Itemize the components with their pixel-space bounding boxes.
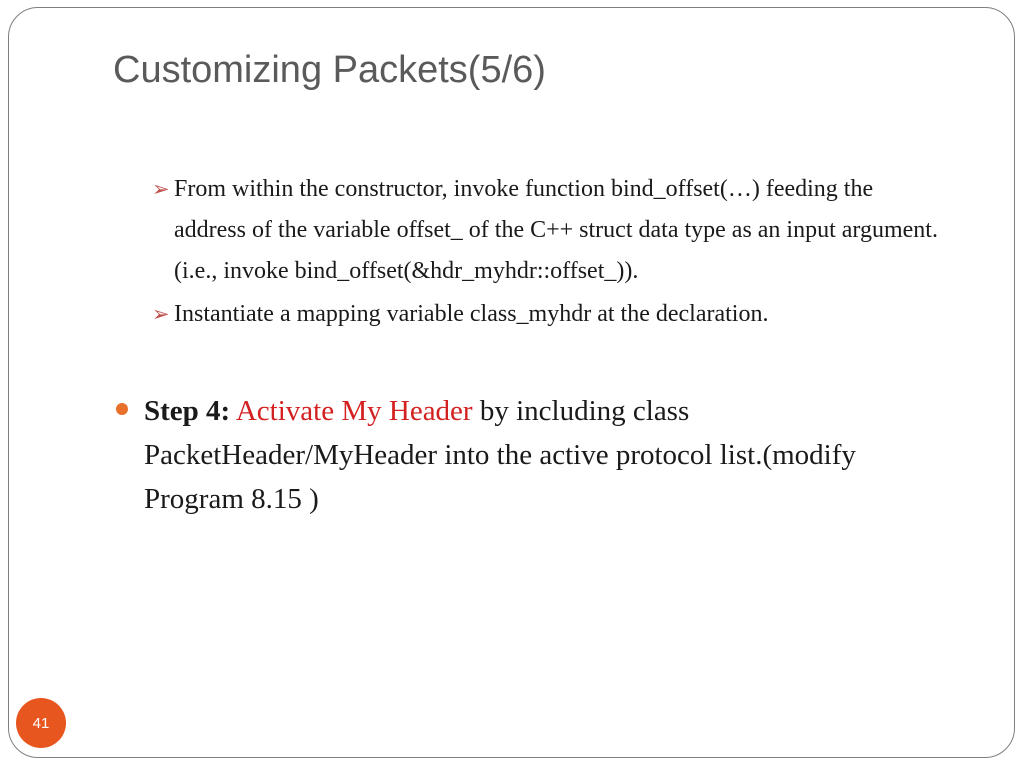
- main-bullet-item: [113, 389, 863, 521]
- step-highlight: Activate My Header: [235, 395, 473, 427]
- arrow-right-icon: ➢: [152, 177, 170, 201]
- main-bullet-list: [113, 389, 863, 521]
- page-number-badge: 41: [16, 698, 66, 748]
- sub-bullet-list: [150, 169, 950, 337]
- slide-title: Customizing Packets(5/6): [113, 49, 546, 91]
- step-text: by including class PacketHeader/MyHeader into the active protocol list.(modify Program 8.15 ): [144, 395, 856, 515]
- slide-frame: [8, 7, 1015, 758]
- arrow-right-icon: ➢: [152, 302, 170, 326]
- sub-bullet-text: From within the constructor, invoke function bind_offset(…) feeding the address of the variable offset_ of the C++ struct data type as an input argument. (i.e., invoke bind_offset(&hdr_myhdr::offset_)).: [174, 176, 938, 284]
- step-label: Step 4:: [144, 395, 231, 427]
- sub-bullet-item: [150, 169, 950, 292]
- sub-bullet-item: [150, 294, 950, 335]
- dot-icon: [116, 403, 128, 415]
- sub-bullet-text: Instantiate a mapping variable class_myhdr at the declaration.: [174, 301, 769, 327]
